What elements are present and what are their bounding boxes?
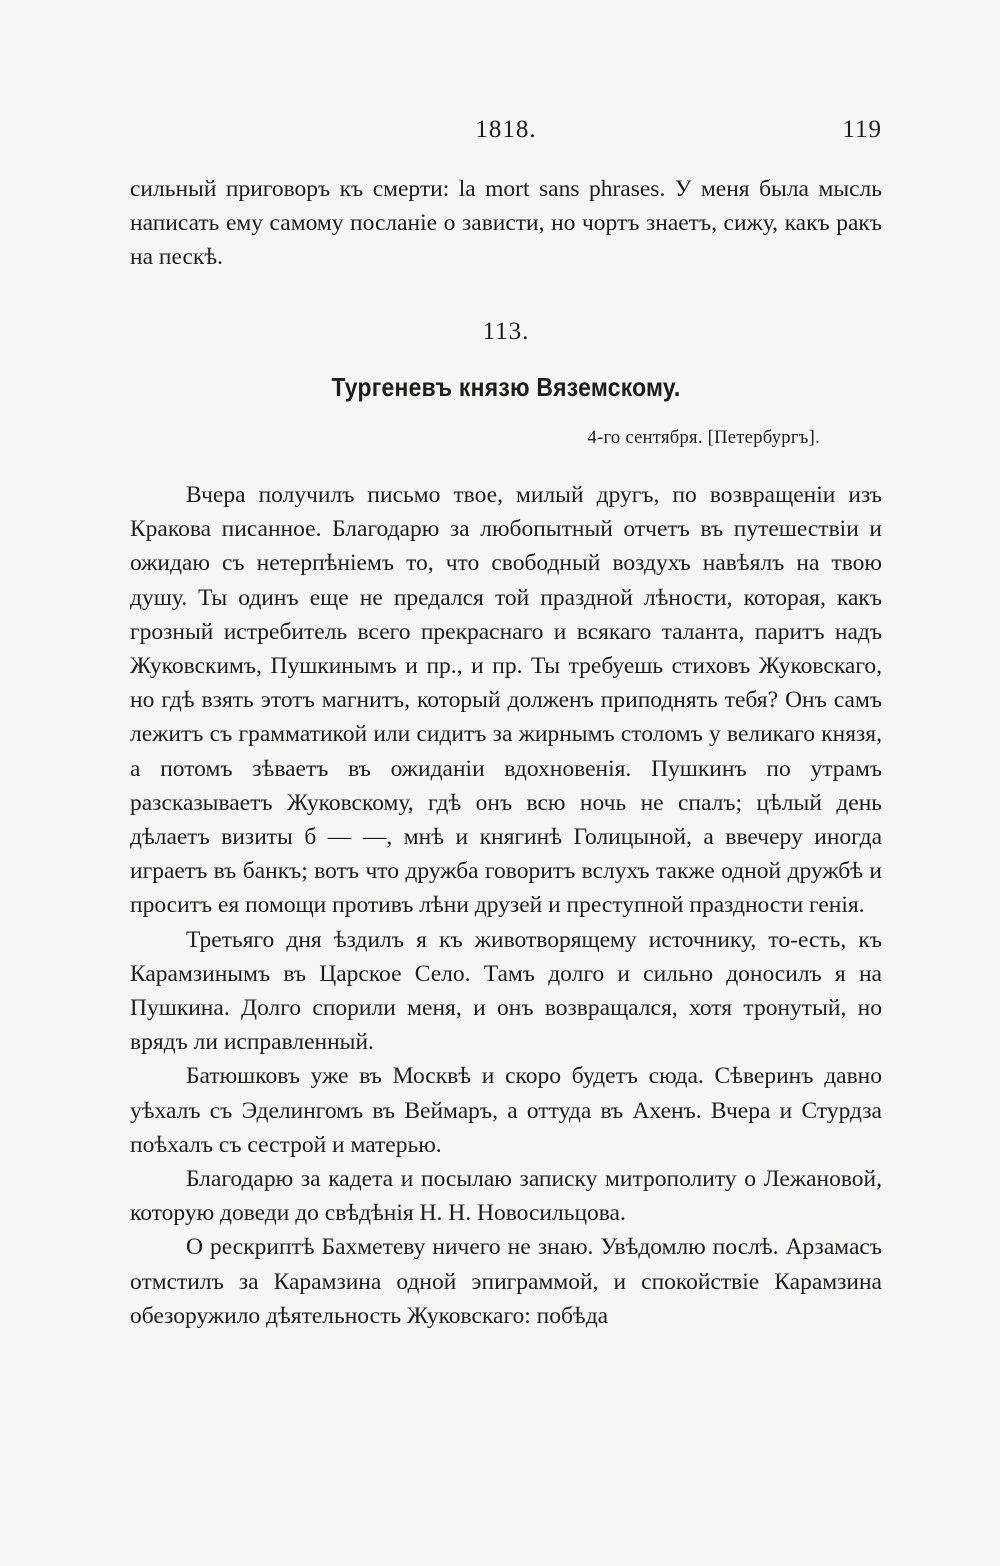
letter-number: 113.: [482, 318, 530, 345]
letter-body: [130, 478, 882, 1333]
letter-paragraph: Батюшковъ уже въ Москвѣ и скоро будетъ сюда. Сѣверинъ давно уѣхалъ съ Эделингомъ въ Веймаръ, а оттуда въ Ахенъ. Вчера и Стурдза поѣхалъ съ сестрой и матерью.: [130, 1063, 882, 1158]
continued-text: [130, 172, 882, 275]
page-number: 119: [842, 116, 882, 143]
letter-paragraph: Вчера получилъ письмо твое, милый другъ, по возвращеніи изъ Кракова писанное. Благодарю за любопытный отчетъ въ путешествіи и ожидаю съ нетерпѣніемъ то, что свободный воздухъ навѣялъ на твою душу. Ты одинъ еще не предался той праздной лѣности, которая, какъ грозный истребитель всего прекраснаго и всякаго таланта, паритъ надъ Жуковскимъ, Пушкинымъ и пр., и пр. Ты требуешь стиховъ Жуковскаго, но гдѣ взять этотъ магнитъ, который долженъ приподнять тебя? Онъ самъ лежитъ съ грамматикой или сидитъ за жирнымъ столомъ у великаго князя, а потомъ зѣваетъ въ ожиданіи вдохновенія. Пушкинъ по утрамъ разсказываетъ Жуковскому, гдѣ онъ всю ночь не спалъ; цѣлый день дѣлаетъ визиты б — —, мнѣ и княгинѣ Голицыной, а ввечеру иногда играетъ въ банкъ; вотъ что дружба говоритъ вслухъ также одной дружбѣ и проситъ ея помощи противъ лѣни друзей и преступной праздности генія.: [130, 482, 882, 919]
letter-heading: Тургеневъ князю Вяземскому.: [331, 372, 681, 402]
letter-paragraph: Благодарю за кадета и посылаю записку митрополиту о Лежановой, которую доведи до свѣдѣнія Н. Н. Новосильцова.: [130, 1166, 882, 1227]
running-head-year: 1818.: [475, 116, 537, 143]
letter-paragraph: О рескриптѣ Бахметеву ничего не знаю. Увѣдомлю послѣ. Арзамасъ отмстилъ за Карамзина одной эпиграммой, и спокойствіе Карамзина обезоружило дѣятельность Жуковскаго: побѣда: [130, 1234, 882, 1329]
running-head: [130, 116, 882, 152]
intro-paragraph: сильный приговоръ къ смерти: la mort sans phrases. У меня была мысль написать ему самому посланіе о зависти, но чортъ знаетъ, сижу, какъ ракъ на пескѣ.: [130, 176, 882, 271]
letter-paragraph: Третьяго дня ѣздилъ я къ животворящему источнику, то-есть, къ Карамзинымъ въ Царское Село. Тамъ долго и сильно доносилъ я на Пушкина. Долго спорили меня, и онъ возвращался, хотя тронутый, но врядъ ли исправленный.: [130, 926, 882, 1056]
letter-dateline: 4-го сентября. [Петербургъ].: [587, 428, 820, 448]
